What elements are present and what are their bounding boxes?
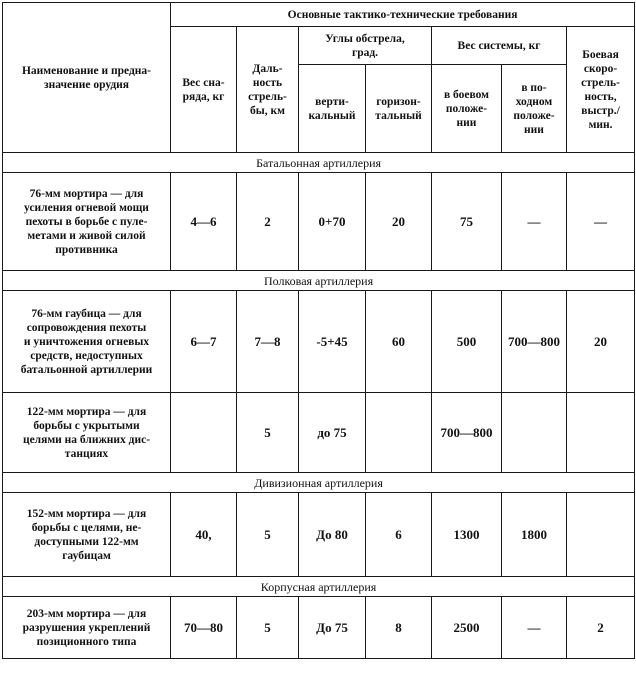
row-name: 76-мм гаубица — для сопровождения пехоты и уничтожения огневых средств, недоступных батальонной артиллерии (3, 291, 171, 393)
header-range: Даль- ность стрель- бы, км (237, 27, 299, 153)
cell-range: 5 (237, 597, 299, 659)
cell-weight-combat: 500 (432, 291, 502, 393)
cell-angle-horizontal: 8 (366, 597, 432, 659)
header-angle-vertical: верти- кальный (299, 65, 366, 153)
cell-weight-march: — (502, 173, 567, 271)
header-group-title: Основные тактико-технические требования (171, 3, 635, 27)
cell-weight-combat: 75 (432, 173, 502, 271)
cell-angle-vertical: -5+45 (299, 291, 366, 393)
cell-range: 7—8 (237, 291, 299, 393)
cell-shell-weight: 6—7 (171, 291, 237, 393)
cell-angle-horizontal: 6 (366, 493, 432, 577)
cell-shell-weight: 40, (171, 493, 237, 577)
cell-angle-vertical: 0+70 (299, 173, 366, 271)
header-rate: Боевая скоро- стрель- ность, выстр./ мин. (567, 27, 635, 153)
cell-angle-horizontal (366, 393, 432, 473)
cell-range: 5 (237, 493, 299, 577)
cell-weight-combat: 1300 (432, 493, 502, 577)
cell-range: 2 (237, 173, 299, 271)
cell-shell-weight (171, 393, 237, 473)
header-shell-weight: Вес сна- ряда, кг (171, 27, 237, 153)
table-row (3, 291, 635, 393)
header-angles: Углы обстрела, град. (299, 27, 432, 65)
cell-angle-vertical: до 75 (299, 393, 366, 473)
cell-rate: 20 (567, 291, 635, 393)
header-weight: Вес системы, кг (432, 27, 567, 65)
cell-weight-march (502, 393, 567, 473)
cell-angle-vertical: До 75 (299, 597, 366, 659)
cell-weight-march: 1800 (502, 493, 567, 577)
cell-weight-combat: 700—800 (432, 393, 502, 473)
cell-shell-weight: 70—80 (171, 597, 237, 659)
cell-rate: — (567, 173, 635, 271)
section-battalion: Батальонная артиллерия (3, 153, 635, 173)
cell-rate (567, 493, 635, 577)
header-angle-horizontal: горизон- тальный (366, 65, 432, 153)
table-row (3, 493, 635, 577)
row-name: 203-мм мортира — для разрушения укреплений позиционного типа (3, 597, 171, 659)
table-row (3, 173, 635, 271)
cell-weight-march: — (502, 597, 567, 659)
section-regimental: Полковая артиллерия (3, 271, 635, 291)
table-row (3, 393, 635, 473)
specs-table (2, 2, 635, 659)
cell-shell-weight: 4—6 (171, 173, 237, 271)
table-row (3, 597, 635, 659)
row-name: 76-мм мортира — для усиления огневой мощи пехоты в борьбе с пуле- метами и живой силой противника (3, 173, 171, 271)
cell-weight-combat: 2500 (432, 597, 502, 659)
cell-angle-horizontal: 60 (366, 291, 432, 393)
header-weight-combat: в боевом положе- нии (432, 65, 502, 153)
cell-angle-vertical: До 80 (299, 493, 366, 577)
header-name: Наименование и предна- значение орудия (3, 3, 171, 153)
cell-rate: 2 (567, 597, 635, 659)
row-name: 152-мм мортира — для борьбы с целями, не- доступными 122-мм гаубицам (3, 493, 171, 577)
cell-weight-march: 700—800 (502, 291, 567, 393)
row-name: 122-мм мортира — для борьбы с укрытыми целями на ближних дис- танциях (3, 393, 171, 473)
cell-range: 5 (237, 393, 299, 473)
cell-rate (567, 393, 635, 473)
header-weight-march: в по- ходном положе- нии (502, 65, 567, 153)
cell-angle-horizontal: 20 (366, 173, 432, 271)
section-divisional: Дивизионная артиллерия (3, 473, 635, 493)
section-corps: Корпусная артиллерия (3, 577, 635, 597)
